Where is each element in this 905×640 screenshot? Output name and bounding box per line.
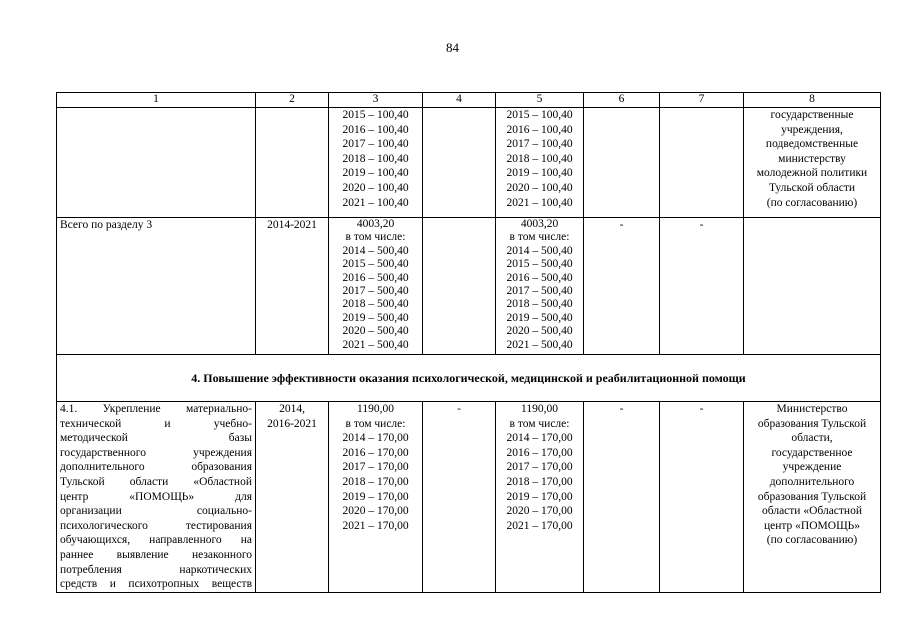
description-line: психологического тестирования — [60, 519, 252, 532]
funding-line: 2015 – 100,40 — [506, 109, 573, 121]
header-cell: 6 — [584, 93, 660, 108]
cell-empty — [584, 108, 660, 218]
funding-line: 4003,20 — [356, 218, 395, 230]
executor-line: образования Тульской — [757, 490, 867, 503]
funding-line: 2015 – 500,40 — [506, 258, 573, 271]
description-line: центр «ПОМОЩЬ» для — [60, 490, 252, 503]
executor-cell — [744, 402, 881, 593]
funding-line: в том числе: — [345, 231, 406, 244]
period-line: 2016-2021 — [267, 417, 317, 430]
funding-line: 2019 – 170,00 — [506, 490, 573, 503]
executor-line: образования Тульской — [757, 417, 867, 430]
executor-line: области, — [791, 432, 833, 445]
table-row-total — [57, 218, 881, 355]
cell-empty — [744, 218, 881, 355]
other-sources-cell: - — [660, 402, 744, 593]
funding-total-cell — [329, 108, 423, 218]
executor-line: учреждение — [782, 461, 842, 474]
program-table — [56, 92, 881, 593]
funding-line: в том числе: — [509, 417, 570, 430]
funding-line: 2018 – 500,40 — [506, 298, 573, 311]
funding-line: 2014 – 500,40 — [342, 244, 409, 257]
executor-line: Министерство — [776, 403, 848, 415]
funding-line: 2020 – 500,40 — [506, 325, 573, 338]
funding-line: 2014 – 170,00 — [506, 432, 573, 445]
description-line: обучающихся, направленного на — [60, 534, 252, 547]
header-cell: 7 — [660, 93, 744, 108]
executor-line: подведомственные — [765, 138, 859, 151]
cell-empty — [256, 108, 329, 218]
funding-line: 2019 – 500,40 — [342, 311, 409, 324]
period-cell: 2014-2021 — [256, 218, 329, 355]
description-line: раннее выявление незаконного — [60, 548, 252, 561]
executor-line: (по согласованию) — [766, 196, 858, 209]
funding-line: 2019 – 500,40 — [506, 311, 573, 324]
executor-line: государственные — [770, 109, 854, 121]
funding-line: 2015 – 500,40 — [342, 258, 409, 271]
funding-line: 2016 – 500,40 — [342, 271, 409, 284]
funding-line: 2018 – 100,40 — [506, 152, 573, 165]
funding-line: 2017 – 100,40 — [342, 138, 409, 151]
funding-line: 2020 – 170,00 — [342, 505, 409, 518]
description-line: дополнительного образования — [60, 461, 252, 474]
executor-line: (по согласованию) — [766, 534, 858, 547]
activity-description-cell — [57, 402, 256, 593]
funding-total-cell — [329, 402, 423, 593]
funding-line: 2016 – 100,40 — [342, 123, 409, 136]
description-line: 4.1. Укрепление материально- — [60, 403, 252, 415]
header-cell: 8 — [744, 93, 881, 108]
funding-line: 2014 – 500,40 — [506, 244, 573, 257]
funding-line: 2021 – 500,40 — [506, 338, 573, 351]
executor-line: министерству — [778, 152, 846, 165]
funding-line: в том числе: — [509, 231, 570, 244]
description-line: организации социально- — [60, 505, 252, 518]
funding-regional-cell — [496, 402, 584, 593]
cell-empty — [423, 108, 496, 218]
header-cell: 3 — [329, 93, 423, 108]
funding-line: 2021 – 170,00 — [506, 519, 573, 532]
funding-line: 2019 – 100,40 — [342, 167, 409, 180]
executor-line: Тульской области — [768, 181, 855, 194]
funding-line: 2018 – 100,40 — [342, 152, 409, 165]
funding-line: 2017 – 170,00 — [506, 461, 573, 474]
funding-line: 1190,00 — [521, 403, 558, 415]
table-header-row — [57, 93, 881, 108]
executor-line: дополнительного — [769, 475, 855, 488]
description-line: Тульской области «Областной — [60, 475, 252, 488]
funding-line: 2016 – 500,40 — [506, 271, 573, 284]
funding-line: 2021 – 500,40 — [342, 338, 409, 351]
header-cell: 2 — [256, 93, 329, 108]
funding-line: 2021 – 100,40 — [342, 196, 409, 209]
funding-regional-cell — [496, 108, 584, 218]
funding-regional-cell — [496, 218, 584, 355]
funding-line: 4003,20 — [520, 218, 559, 230]
other-sources-cell: - — [660, 218, 744, 355]
header-cell: 4 — [423, 93, 496, 108]
cell-empty — [423, 218, 496, 355]
header-cell: 5 — [496, 93, 584, 108]
table-row-continuation — [57, 108, 881, 218]
funding-line: 2020 – 100,40 — [342, 181, 409, 194]
description-line: методической базы — [60, 432, 252, 445]
page-number: 84 — [446, 40, 459, 55]
funding-line: 2021 – 100,40 — [506, 196, 573, 209]
funding-line: 2019 – 170,00 — [342, 490, 409, 503]
description-line: потребления наркотических — [60, 563, 252, 576]
other-sources-cell: - — [584, 218, 660, 355]
funding-line: в том числе: — [345, 417, 406, 430]
period-line: 2014, — [279, 403, 305, 415]
funding-line: 2016 – 170,00 — [506, 446, 573, 459]
header-cell: 1 — [57, 93, 256, 108]
cell-empty — [660, 108, 744, 218]
executor-line: молодежной политики — [756, 167, 868, 180]
funding-line: 2018 – 170,00 — [506, 475, 573, 488]
executor-line: учреждения, — [781, 123, 843, 136]
funding-total-cell — [329, 218, 423, 355]
other-sources-cell: - — [584, 402, 660, 593]
funding-line: 2018 – 500,40 — [342, 298, 409, 311]
total-label-cell: Всего по разделу 3 — [57, 218, 256, 355]
period-cell — [256, 402, 329, 593]
funding-line: 2020 – 100,40 — [506, 181, 573, 194]
funding-line: 2015 – 100,40 — [342, 109, 409, 121]
funding-line: 2017 – 500,40 — [342, 285, 409, 298]
funding-line: 2018 – 170,00 — [342, 475, 409, 488]
funding-line: 2016 – 100,40 — [506, 123, 573, 136]
executor-line: государственное — [771, 446, 853, 459]
table-row-activity — [57, 402, 881, 593]
funding-line: 2017 – 500,40 — [506, 285, 573, 298]
funding-line: 2020 – 500,40 — [342, 325, 409, 338]
section-row — [57, 355, 881, 402]
executor-cell — [744, 108, 881, 218]
executor-line: центр «ПОМОЩЬ» — [763, 519, 861, 532]
funding-line: 2021 – 170,00 — [342, 519, 409, 532]
federal-funding-cell: - — [423, 402, 496, 593]
funding-line: 2016 – 170,00 — [342, 446, 409, 459]
executor-line: области «Областной — [762, 505, 862, 518]
description-line: государственного учреждения — [60, 446, 252, 459]
description-line: средств и психотропных веществ — [60, 578, 252, 591]
section-title: 4. Повышение эффективности оказания психологической, медицинской и реабилитационной помощи — [57, 355, 881, 402]
funding-line: 2020 – 170,00 — [506, 505, 573, 518]
funding-line: 2017 – 170,00 — [342, 461, 409, 474]
funding-line: 2017 – 100,40 — [506, 138, 573, 151]
funding-line: 2014 – 170,00 — [342, 432, 409, 445]
funding-line: 1190,00 — [357, 403, 394, 415]
funding-line: 2019 – 100,40 — [506, 167, 573, 180]
cell-empty — [57, 108, 256, 218]
description-line: технической и учебно- — [60, 417, 252, 430]
